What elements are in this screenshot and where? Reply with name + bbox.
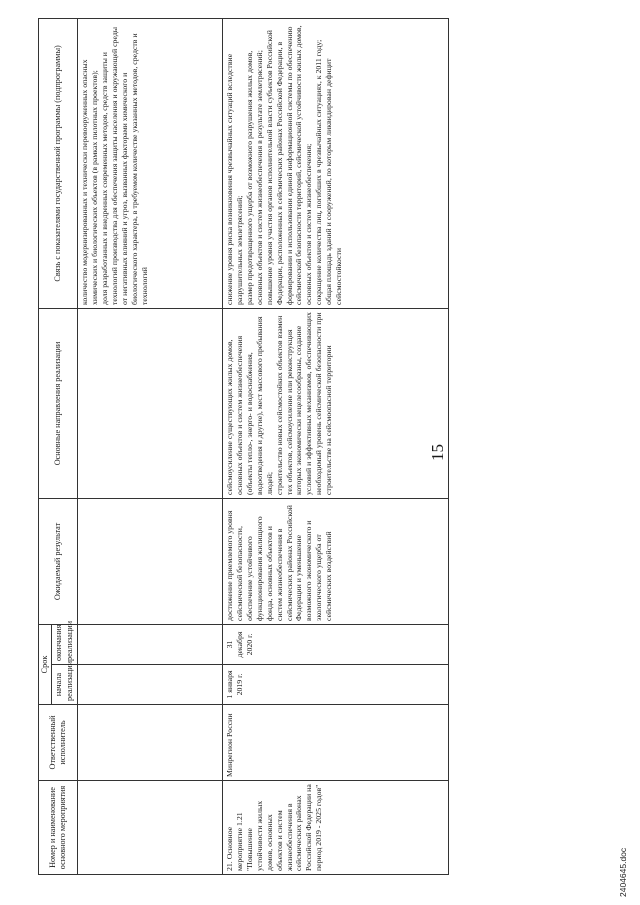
end-cell: 31 декабря 2020 г. [223, 624, 449, 664]
header-term: Срок [39, 624, 52, 704]
measure-cell [223, 781, 449, 875]
link-cell: снижение уровня риска возникновения чрезвычайных ситуаций вследствие разрушительных землетрясений; размер предотвращенного ущерба от возможного разрушения жилых домов, основных объектов и систем жизнеобеспечения в результате землетрясений; повышение уровня участия органов исполнительной власти субъектов Российской Федерации, расположенных в сейсмических районах Российской Федерации, в формировании и использовании единой информационной системы по обеспечению сейсмической безопасности территорий, сейсмической устойчивости жилых домов, основных объектов и систем жизнеобеспечения; сокращение количества лиц, погибших в чрезвычайных ситуациях, к 2011 году; общая площадь зданий и сооружений, по которым ликвидирован дефицит сейсмостойкости [223, 18, 449, 308]
directions-cell: сейсмоусиление существующих жилых домов, основных объектов и систем жизнеобеспечения (объекты тепло-, энерго- и водоснабжения, водоотведения и другие), мест массового пребывания людей; строительство новых сейсмостойких объектов взамен тех объектов, сейсмоусиление или реконструкция которых экономически нецелесообразны, создание условий и эффективных механизмов, обеспечивающих необходимый уровень сейсмической безопасности при строительстве на сейсмоопасной территории [223, 308, 449, 498]
header-row [39, 18, 52, 874]
measures-table [38, 18, 449, 875]
header-result: Ожидаемый результат [39, 498, 78, 624]
header-executor: Ответственный исполнитель [39, 705, 78, 781]
carry-start-cell [78, 665, 223, 705]
carry-end-cell [78, 624, 223, 664]
header-end: окончания реализации [52, 624, 78, 664]
carry-over-row [78, 18, 223, 874]
header-start: начала реализации [52, 665, 78, 705]
measure-title: Основное мероприятие 1.21 "Повышение устойчивости жилых домов, основных объектов и систем жизнеобеспечения в сейсмических районах Российской Федерации на период 2019 - 2025 годов" [225, 784, 324, 871]
table-row [223, 18, 449, 874]
document-filename: 2404645.doc [618, 847, 628, 897]
page-number: 15 [428, 444, 447, 461]
start-cell: 1 января 2019 г. [223, 665, 449, 705]
carry-executor-cell [78, 705, 223, 781]
header-link: Связь с показателями государственной программы (подпрограммы) [39, 18, 78, 308]
measure-number: 21. [225, 861, 235, 871]
carry-measure-cell [78, 781, 223, 875]
carry-directions-cell [78, 308, 223, 498]
result-cell: достижение приемлемого уровня сейсмической безопасности, обеспечение устойчивого функционирования жилищного фонда, основных объектов и систем жизнеобеспечения в сейсмических районах Российской Федерации и уменьшение возможного экономического и экологического ущерба от сейсмических воздействий [223, 498, 449, 624]
carry-result-cell [78, 498, 223, 624]
header-measure: Номер и наименование основного мероприятия [39, 781, 78, 875]
header-directions: Основные направления реализации [39, 308, 78, 498]
executor-cell: Минрегион России [223, 705, 449, 781]
carry-link-cell: количество модернизированных и технически перевооруженных опасных химических и биологических объектов (в рамках пилотных проектов); доля разработанных и внедренных современных методов, средств защиты и технологий производства для обеспечения защиты населения и окружающей среды от негативных влияний и угроз, вызванных факторами химического и биологического характера, в требуемом количестве указанных методов, средств и технологий [78, 18, 223, 308]
